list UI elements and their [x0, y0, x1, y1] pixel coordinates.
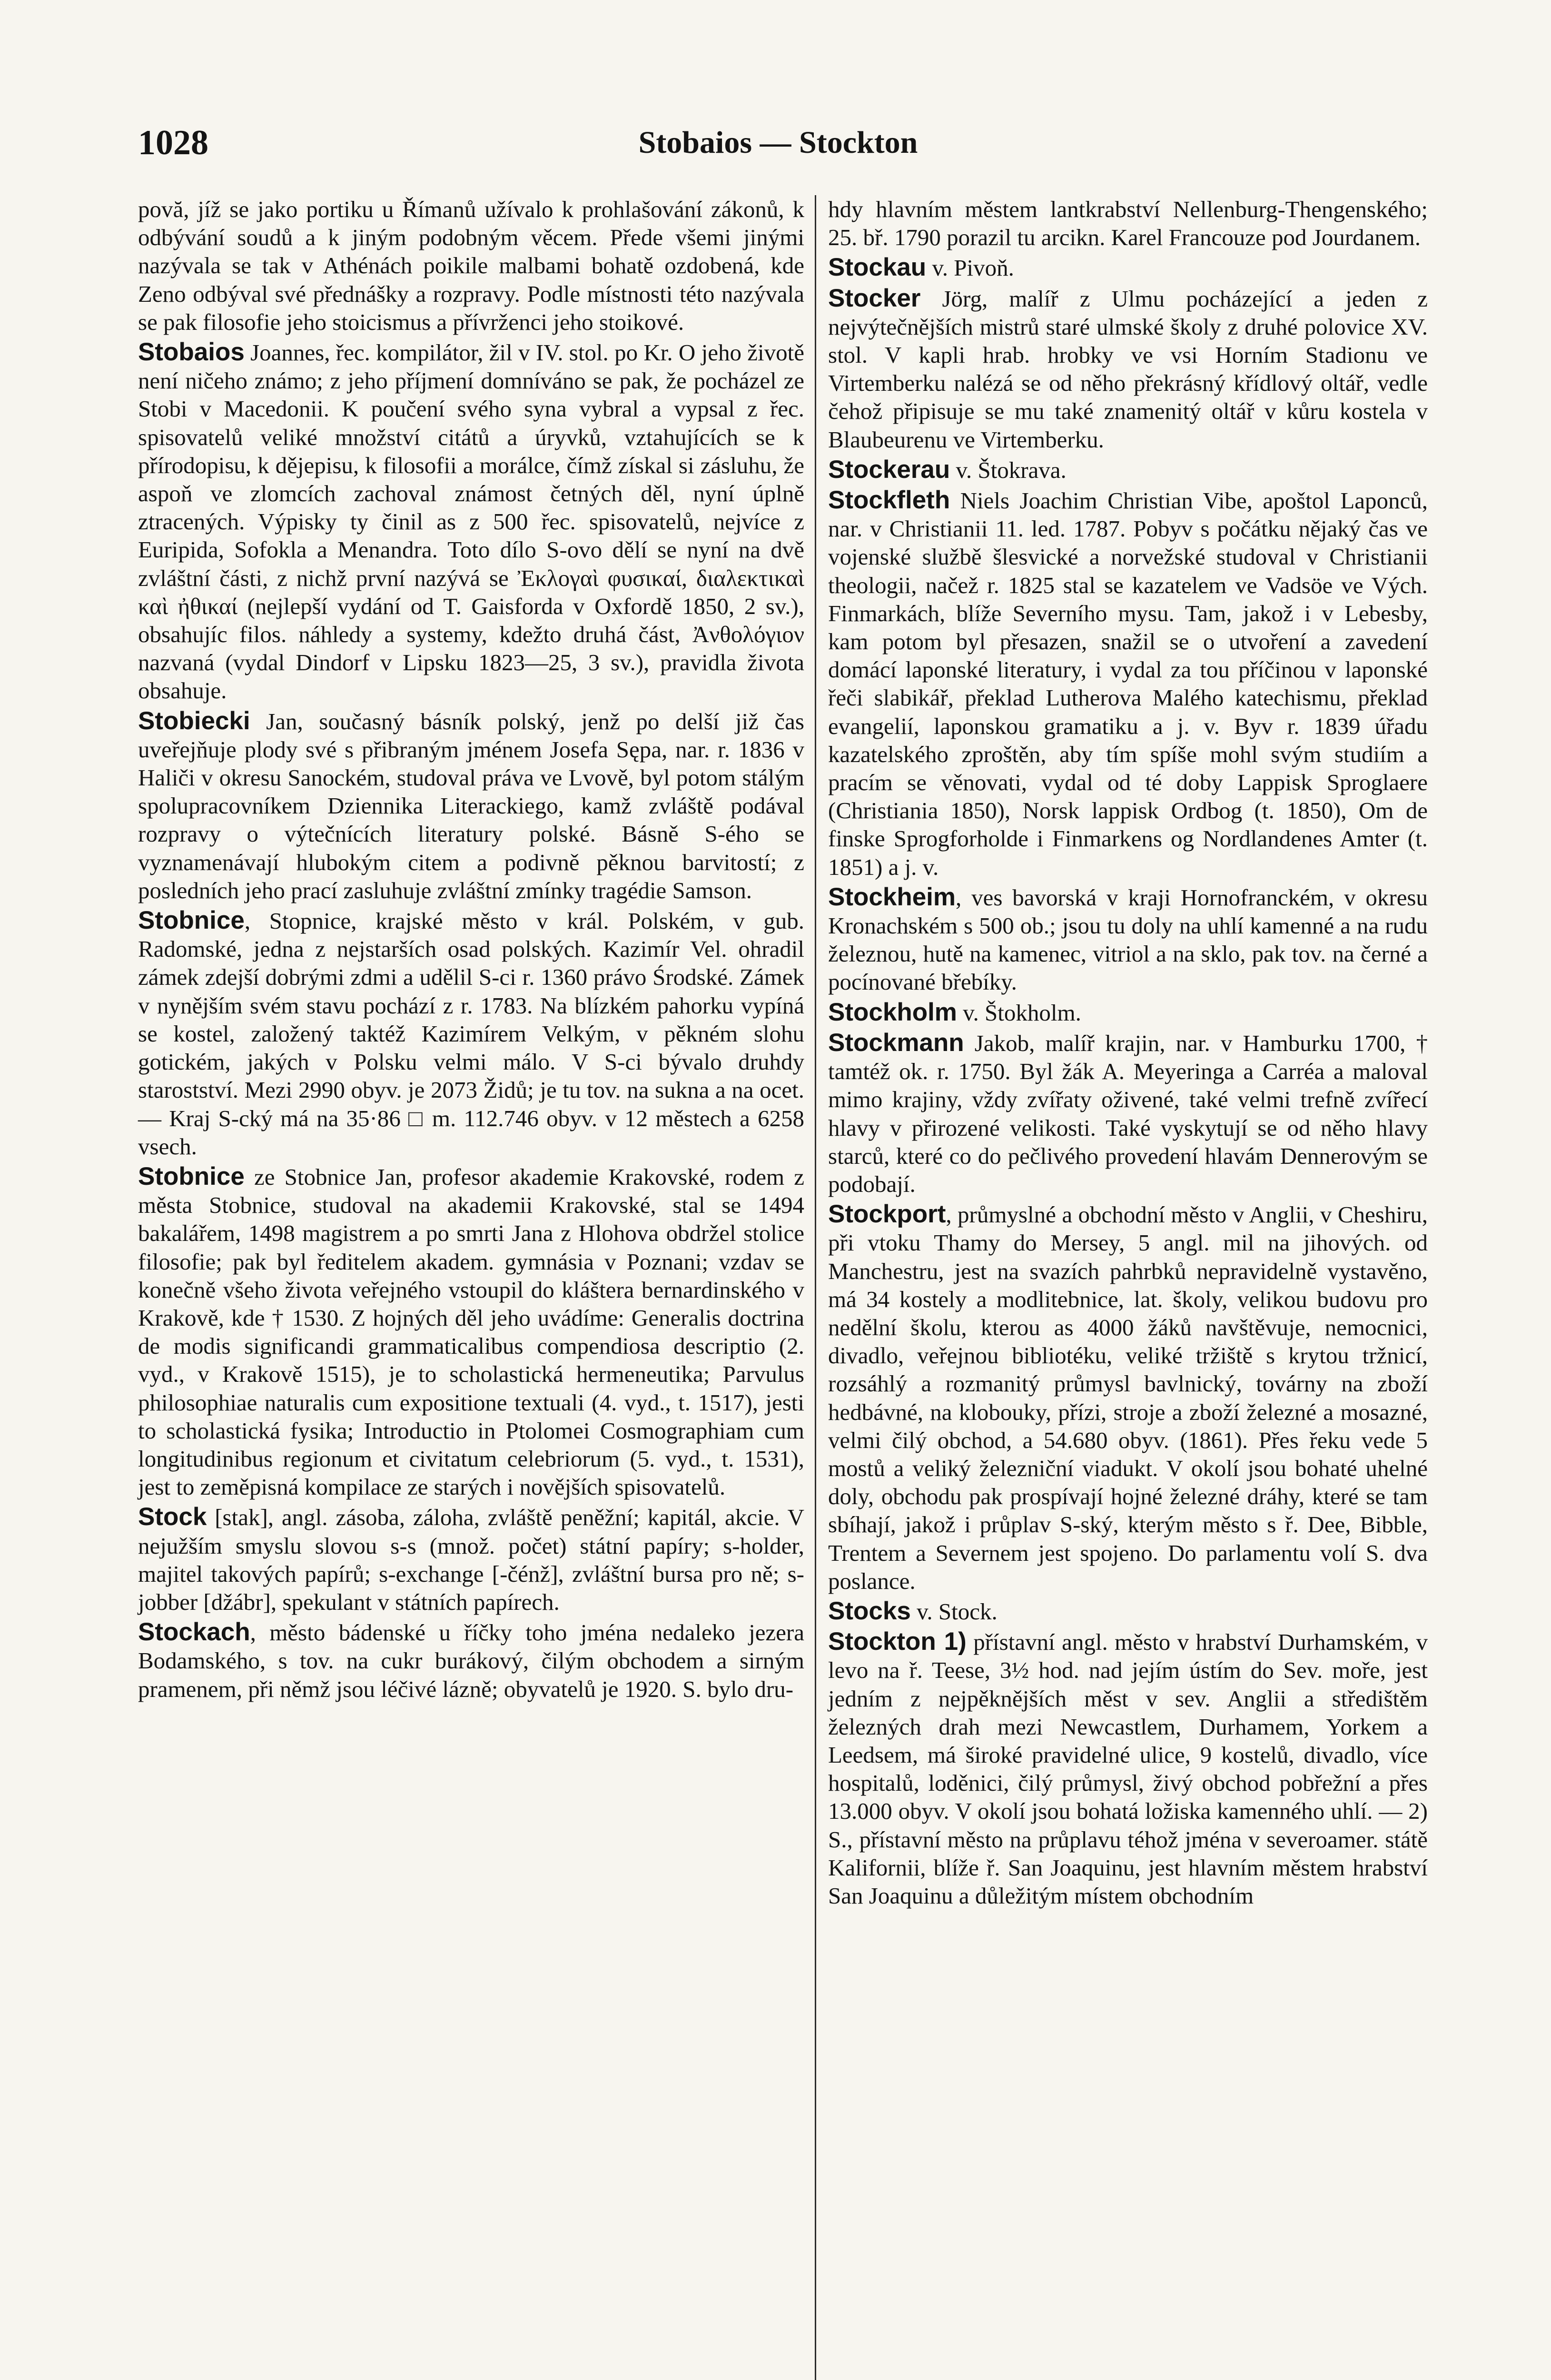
entry-text: ze Stobnice Jan, profesor akademie Krakovské, rodem z města Stobnice, studoval na akademii Krakovské, stal se 1494 bakalářem, 1498 magistrem a po smrti Jana z Hlohova obdržel stolice filosofie; pak byl ředitelem akadem. gymnásia v Poznani; vzdav se konečně všeho života veřejného vstoupil do kláštera bernardinského v Krakově, kde † 1530. Z hojných děl jeho uvádíme: Generalis doctrina de modis significandi grammaticalibus compendiosa descriptio (2. vyd., v Krakově 1515), je to scholastická hermeneutika; Parvulus philosophiae naturalis cum expositione textuali (4. vyd., t. 1517), jesti to scholastická fysika; Introductio in Ptolomei Cosmographiam cum longitudinibus regionum et civitatum celebriorum (5. vyd., t. 1531), jest to zeměpisná kompilace ze starých i novějších spisovatelů. — [138, 1163, 805, 1500]
entry-headword: Stobnice — [138, 1162, 245, 1190]
entry-text: v. Pivoň. — [932, 255, 1014, 281]
entry-headword: Stockport — [828, 1200, 946, 1229]
entry-continuation — [828, 195, 1428, 251]
entry-text: průmyslné a obchodní město v Anglii, v Cheshiru, při vtoku Thamy do Mersey, 5 angl. mil na jihových. od Manchestru, jest na svazích pahrbků nepravidelně vystavěno, má 34 kostely a modlitebnice, lat. školy, velikou budovu pro nedělní školu, kterou as 4000 žáků navštěvuje, nemocnici, divadlo, veřejnou bibliotéku, veliké tržiště s krytou tržnicí, rozsáhlý a rozmanitý průmysl bavlnický, továrny na zboží hedbávné, na klobouky, přízi, stroje a zboží železné a mosazné, velmi čilý obchod, a 54.680 obyv. (1861). Přes řeku vede 5 mostů a veliký železniční viadukt. V okolí jsou bohaté uhelné doly, obchodu pak prospívají hojné železné dráhy, které se tam sbíhají, jakož i průplav S-ský, kterým město s ř. Dee, Bibble, Trentem a Severnem jest spojeno. Do parlamentu volí S. dva poslance. — [828, 1201, 1428, 1594]
entry-stobnice-town: Stobnice, Stopnice, krajské město v král. Polském, v gub. Radomské, jedna z nejstarších osad polských. Kazimír Vel. ohradil zámek zdejší dobrými zdmi a udělil S-ci r. 1360 právo Środské. Zámek v nynějším svém stavu pochází z r. 1783. Na blízkém pahorku vypíná se kostel, založený taktéž Kazimírem Velkým, v pěkném slohu gotickém, jakých v Polsku velmi málo. V S-ci bývalo druhdy starostství. Mezi 2990 obyv. je 2073 Židů; je tu tov. na sukna a na ocet. — Kraj S-cký má na 35·86 □ m. 112.746 obyv. v 12 městech a 6258 vsech. — [138, 906, 805, 1160]
entry-text: Niels Joachim Christian Vibe, apoštol Laponců, nar. v Christianii 11. led. 1787. Pobyv s počátku nějaký čas ve vojenské službě šlesvické a norvežské studoval v Christianii theologii, načež r. 1825 stal se kazatelem ve Vadsöe ve Vých. Finmarkách, blíže Severního mysu. Tam, jakož i v Lebesby, kam potom byl přesazen, snažil se o utvoření a zavedení domácí laponské literatury, i vydal za tou příčinou v laponské řeči slabikář, překlad Lutherova Malého katechismu, překlad evangelií, laponskou gramatiku a j. v. Byv r. 1839 úřadu kazatelského zproštěn, aby tím spíše mohl svým studiím a pracím se věnovati, vydal od té doby Lappisk Sproglaere (Christiania 1850), Norsk lappisk Ordbog (t. 1850), Om de finske Sprogforholde i Finmarkens og Nordlandenes Amter (t. 1851) a j. v. — [828, 487, 1428, 880]
entry-text: v. Štokholm. — [963, 999, 1081, 1026]
entry-text: přístavní angl. město v hrabství Durhamském, v levo na ř. Teese, 3½ hod. nad jejím ústím do Sev. moře, jest jedním z nejpěknějších měst v sev. Anglii a středištěm železných drah mezi Newcastlem, Durhamem, Yorkem a Leedsem, má široké pravidelné ulice, 9 kostelů, divadlo, více hospitalů, loděnici, čilý průmysl, živý obchod pobřežní a přes 13.000 obyv. V okolí jsou bohatá ložiska kamenného uhlí. — 2) S., přístavní město na průplavu téhož jména v severoamer. státě Kalifornii, blíže ř. San Joaquinu, jest hlavním městem hrabství San Joaquinu a důležitým místem obchodním — [828, 1629, 1428, 1909]
entry-headword: Stockmann — [828, 1028, 964, 1057]
entry-text: Stopnice, krajské město v král. Polském, v gub. Radomské, jedna z nejstarších osad polských. Kazimír Vel. ohradil zámek zdejší dobrými zdmi a udělil S-ci r. 1360 právo Środské. Zámek v nynějším svém stavu pochází z r. 1783. Na blízkém pahorku vypíná se kostel, založený taktéž Kazimírem Velkým, v pěkném slohu gotickém, jakých v Polsku velmi málo. V S-ci bývalo druhdy starostství. Mezi 2990 obyv. je 2073 Židů; je tu tov. na sukna a na ocet. — Kraj S-cký má na 35·86 □ m. 112.746 obyv. v 12 městech a 6258 vsech. — [138, 908, 805, 1160]
entry-text: povă, jíž se jako portiku u Římanů užívalo k prohlašování zákonů, k odbývání soudů a k jiným podobným věcem. Přede všemi jinými nazývala se tak v Athénách poikile malbami bohatě ozdobená, kde Zeno odbýval své přednášky a rozpravy. Podle místnosti této nazývala se pak filosofie jeho stoicismus a přívrženci jeho stoikové. — [138, 196, 804, 335]
entry-text: Jan, současný básník polský, jenž po delší již čas uveřejňuje plody své s přibraným jménem Josefa Sępa, nar. r. 1836 v Haliči v okresu Sanockém, studoval práva ve Lvově, byl potom stálým spolupracovníkem Dziennika Literackiego, kamž zvláště podával rozpravy o výtečnících literatury polské. Básně S-ého se vyznamenávají hlubokým citem a podivně pěknou barvitostí; z posledních jeho prací zasluhuje zvláštní zmínky tragédie Samson. — [138, 708, 805, 903]
entry-text: Jörg, malíř z Ulmu pocházející a jeden z nejvýtečnějších mistrů staré ulmské školy z druhé polovice XV. stol. V kapli hrab. hrobky ve vsi Horním Stadionu ve Virtemberku nalézá se od něho překrásný křídlový oltář, vedle čehož připisuje se mu také znamenitý oltář v kůru kostela v Blaubeurenu ve Virtemberku. — [828, 285, 1428, 453]
column-divider — [815, 195, 816, 2380]
entry-headword: Stock — [138, 1503, 207, 1531]
entry-stock — [138, 1503, 804, 1616]
entry-stockholm — [828, 998, 1428, 1027]
entry-text: [stak], angl. zásoba, záloha, zvláště peněžní; kapitál, akcie. V nejužším smyslu slovou s-s (množ. počet) státní papíry; s-holder, majitel takových papírů; s-exchange [-čénž], zvláštní bursa pro ně; s-jobber [džábr], spekulant v státních papírech. — [138, 1504, 804, 1615]
entry-stockheim: Stockheim, ves bavorská v kraji Hornofranckém, v okresu Kronachském s 500 ob.; jsou tu doly na uhlí kamenné a na rudu železnou, hutě na kamenec, vitriol a na sklo, pak tov. na černé a pocínované břebíky. — [828, 883, 1428, 995]
page-number: 1028 — [138, 123, 208, 162]
right-column — [828, 195, 1428, 1910]
entry-headword: Stockerau — [828, 455, 950, 484]
entry-text: v. Stock. — [917, 1598, 998, 1625]
left-column — [138, 195, 804, 1703]
entry-stobiecki — [138, 707, 804, 904]
entry-stocker — [828, 284, 1428, 454]
entry-text: město bádenské u říčky toho jména nedaleko jezera Bodamského, s tov. na cukr burákový, čilým obchodem a sirným pramenem, při němž jsou léčivé lázně; obyvatelů je 1920. S. bylo dru- — [138, 1619, 804, 1702]
entry-headword: Stockheim — [828, 883, 956, 911]
entry-stockau — [828, 253, 1428, 282]
entry-headword: Stockau — [828, 253, 927, 282]
entry-headword: Stobiecki — [138, 706, 250, 735]
entry-continuation — [138, 195, 804, 336]
entry-stockfleth — [828, 486, 1428, 881]
entry-text: Joannes, řec. kompilátor, žil v IV. stol. po Kr. O jeho životě není ničeho známo; z jeho příjmení domníváno se pak, že pocházel ze Stobi v Macedonii. K poučení svého syna vybral a vypsal z řec. spisovatelů veliké množství citátů a úryvků, vztahujících se k přírodopisu, k dějepisu, k filosofii a morálce, čímž získal si zásluhu, že aspoň ve zlomcích zachoval známost četných děl, nyní úplně ztracených. Výpisky ty činil as z 500 řec. spisovatelů, nejvíce z Euripida, Sofokla a Menandra. Toto dílo S-ovo dělí se nyní na dvě zvláštní části, z nichž první nazývá se Ἐκλογαὶ φυσικαί, διαλεκτικαὶ καὶ ἠθικαί (nejlepší vydání od T. Gaisforda v Oxfordě 1850, 2 sv.), obsahujíc filos. náhledy a systemy, kdežto druhá část, Ἀνθολόγιον nazvaná (vydal Dindorf v Lipsku 1823—25, 3 sv.), pravidla života obsahuje. — [138, 339, 804, 704]
entry-text: ves bavorská v kraji Hornofranckém, v okresu Kronachském s 500 ob.; jsou tu doly na uhlí kamenné a na rudu železnou, hutě na kamenec, vitriol a na sklo, pak tov. na černé a pocínované břebíky. — [828, 884, 1428, 995]
page-header — [138, 123, 1418, 166]
entry-headword: Stobnice — [138, 906, 245, 935]
entry-text: v. Štokrava. — [956, 456, 1067, 483]
entry-text: Jakob, malíř krajin, nar. v Hamburku 1700, † tamtéž ok. r. 1750. Byl žák A. Meyeringa a Carréa a maloval mimo krajiny, vždy zvířaty oživené, také velmi trefně zvířecí hlavy v přirozené velikosti. Také vyskytují se od něho hlavy starců, které co do pečlivého provedení hlavám Dennerovým se podobají. — [828, 1030, 1428, 1197]
entry-headword: Stobaios — [138, 338, 245, 367]
entry-stockton — [828, 1627, 1428, 1910]
entry-headword: Stockach — [138, 1618, 250, 1646]
entry-stockerau — [828, 456, 1428, 484]
entry-stocks — [828, 1597, 1428, 1626]
entry-headword: Stocks — [828, 1597, 911, 1625]
entry-headword: Stocker — [828, 284, 921, 312]
entry-stobnice-jan — [138, 1162, 804, 1501]
entry-stockach: Stockach, město bádenské u říčky toho jména nedaleko jezera Bodamského, s tov. na cukr burákový, čilým obchodem a sirným pramenem, při němž jsou léčivé lázně; obyvatelů je 1920. S. bylo dru- — [138, 1618, 804, 1702]
entry-headword: Stockholm — [828, 998, 957, 1026]
entry-stobaios — [138, 338, 804, 705]
entry-headword: Stockton 1) — [828, 1627, 967, 1656]
entry-stockmann — [828, 1029, 1428, 1198]
running-head: Stobaios — Stockton — [638, 125, 918, 160]
entry-stockport: Stockport, průmyslné a obchodní město v Anglii, v Cheshiru, při vtoku Thamy do Mersey, 5 angl. mil na jihových. od Manchestru, jest na svazích pahrbků nepravidelně vystavěno, má 34 kostely a modlitebnice, lat. školy, velikou budovu pro nedělní školu, kterou as 4000 žáků navštěvuje, nemocnici, divadlo, veřejnou bibliotéku, veliké tržiště s krytou tržnicí, rozsáhlý a rozmanitý průmysl bavlnický, továrny na zboží hedbávné, na klobouky, přízi, stroje a zboží železné a mosazné, velmi čilý obchod, a 54.680 obyv. (1861). Přes řeku vede 5 mostů a veliký železniční viadukt. V okolí jsou bohaté uhelné doly, obchodu pak prospívají hojné železné dráhy, které se tam sbíhají, jakož i průplav S-ský, kterým město s ř. Dee, Bibble, Trentem a Severnem jest spojeno. Do parlamentu volí S. dva poslance. — [828, 1200, 1428, 1594]
entry-headword: Stockfleth — [828, 486, 950, 515]
entry-text: hdy hlavním městem lantkrabství Nellenburg-Thengenského; 25. bř. 1790 porazil tu arcikn. Karel Francouze pod Jourdanem. — [828, 196, 1428, 251]
